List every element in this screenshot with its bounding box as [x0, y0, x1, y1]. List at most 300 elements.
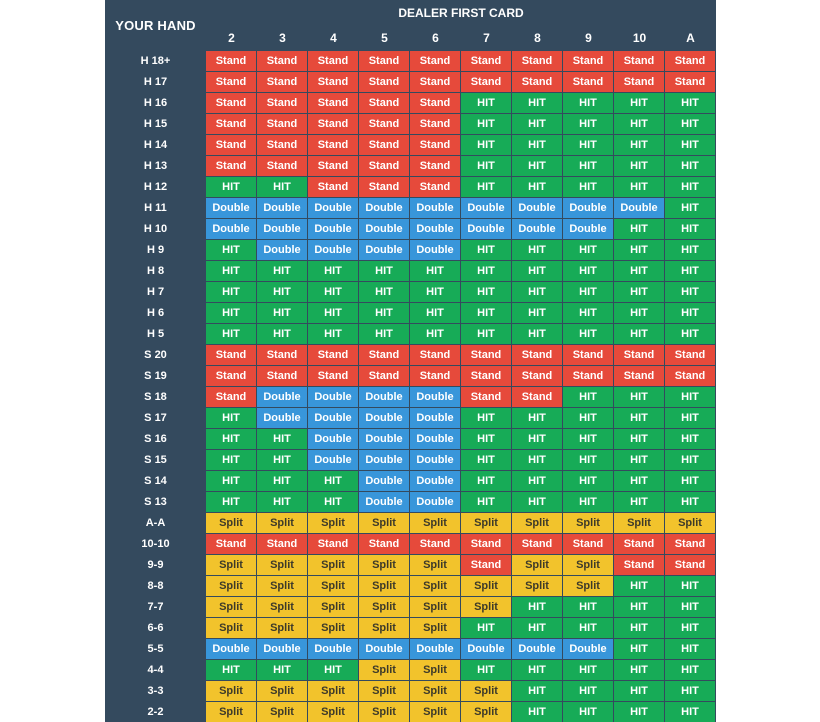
dealer-card-header-row: [206, 28, 716, 48]
action-cell: Split: [563, 513, 613, 533]
action-cell: HIT: [206, 450, 256, 470]
action-cell: Stand: [257, 345, 307, 365]
action-cell: HIT: [665, 702, 715, 722]
action-cell: Stand: [359, 345, 409, 365]
action-cell: HIT: [359, 282, 409, 302]
action-cell: Split: [461, 681, 511, 701]
action-cell: Split: [410, 576, 460, 596]
action-cell: HIT: [461, 471, 511, 491]
action-cell: Double: [563, 219, 613, 239]
action-cell: HIT: [512, 429, 562, 449]
action-cell: Stand: [665, 72, 715, 92]
action-cell: HIT: [461, 282, 511, 302]
action-cell: HIT: [563, 156, 613, 176]
action-cell: Split: [461, 576, 511, 596]
action-cell: Split: [410, 618, 460, 638]
action-cell: Double: [410, 240, 460, 260]
action-cell: HIT: [410, 303, 460, 323]
action-cell: HIT: [665, 681, 715, 701]
action-cell: HIT: [308, 303, 358, 323]
hand-label: H 16: [143, 97, 168, 109]
action-cell: HIT: [665, 660, 715, 680]
action-cell: Double: [359, 387, 409, 407]
action-cell: Split: [359, 702, 409, 722]
action-cell: HIT: [563, 240, 613, 260]
action-cell: Stand: [410, 51, 460, 71]
action-cell: Stand: [410, 534, 460, 554]
action-cell: Double: [257, 198, 307, 218]
dealer-card-5: 5: [381, 31, 388, 45]
table-row: [105, 135, 716, 156]
table-row: [105, 450, 716, 471]
hand-label: H 11: [144, 202, 167, 214]
action-cell: Stand: [206, 387, 256, 407]
action-cell: Double: [512, 219, 562, 239]
action-cell: HIT: [665, 240, 715, 260]
action-cell: HIT: [206, 240, 256, 260]
table-row: [105, 261, 716, 282]
hand-label: S 19: [144, 370, 167, 382]
action-cell: HIT: [206, 303, 256, 323]
action-cell: Split: [257, 576, 307, 596]
action-cell: HIT: [563, 429, 613, 449]
action-cell: Double: [257, 219, 307, 239]
action-cell: Stand: [308, 345, 358, 365]
action-cell: Split: [665, 513, 715, 533]
action-cell: Double: [308, 639, 358, 659]
action-cell: Stand: [410, 345, 460, 365]
action-cell: HIT: [665, 261, 715, 281]
action-cell: HIT: [665, 156, 715, 176]
action-cell: Split: [461, 702, 511, 722]
action-cell: HIT: [563, 681, 613, 701]
action-cell: HIT: [206, 408, 256, 428]
action-cell: Double: [410, 639, 460, 659]
action-cell: HIT: [512, 702, 562, 722]
action-cell: HIT: [563, 303, 613, 323]
hand-label: H 5: [146, 328, 165, 340]
action-cell: HIT: [614, 681, 664, 701]
action-cell: Stand: [665, 345, 715, 365]
action-cell: HIT: [308, 282, 358, 302]
action-cell: Double: [257, 639, 307, 659]
hand-label: H 14: [143, 139, 168, 151]
action-cell: HIT: [206, 324, 256, 344]
action-cell: Double: [512, 198, 562, 218]
action-cell: HIT: [614, 282, 664, 302]
action-cell: Stand: [410, 114, 460, 134]
action-cell: HIT: [614, 471, 664, 491]
action-cell: Split: [410, 597, 460, 617]
action-cell: Double: [359, 240, 409, 260]
table-row: [105, 513, 716, 534]
action-cell: HIT: [665, 93, 715, 113]
action-cell: HIT: [614, 597, 664, 617]
action-cell: Stand: [257, 72, 307, 92]
action-cell: Stand: [563, 534, 613, 554]
action-cell: Double: [614, 198, 664, 218]
action-cell: Stand: [410, 93, 460, 113]
hand-label: S 13: [144, 496, 167, 508]
action-cell: HIT: [257, 450, 307, 470]
action-cell: Split: [359, 660, 409, 680]
action-cell: Stand: [512, 366, 562, 386]
action-cell: Stand: [614, 534, 664, 554]
action-cell: Stand: [614, 366, 664, 386]
action-cell: HIT: [512, 471, 562, 491]
hand-label: H 15: [143, 118, 168, 130]
table-row: [105, 282, 716, 303]
action-cell: Split: [359, 618, 409, 638]
action-cell: Double: [563, 198, 613, 218]
action-cell: Stand: [308, 72, 358, 92]
action-cell: Stand: [359, 51, 409, 71]
table-row: [105, 240, 716, 261]
action-cell: HIT: [563, 282, 613, 302]
action-cell: HIT: [563, 387, 613, 407]
hand-label: S 15: [144, 454, 167, 466]
action-cell: Stand: [359, 114, 409, 134]
table-row: [105, 324, 716, 345]
action-cell: HIT: [665, 198, 715, 218]
action-cell: Split: [410, 660, 460, 680]
action-cell: HIT: [665, 450, 715, 470]
hand-label: 6-6: [147, 622, 164, 634]
action-cell: Double: [512, 639, 562, 659]
dealer-card-9: 9: [585, 31, 592, 45]
table-row: [105, 387, 716, 408]
action-cell: Stand: [461, 51, 511, 71]
action-cell: HIT: [257, 324, 307, 344]
action-cell: HIT: [614, 702, 664, 722]
action-cell: HIT: [308, 660, 358, 680]
table-row: [105, 702, 716, 722]
action-cell: Double: [206, 219, 256, 239]
action-cell: Stand: [665, 51, 715, 71]
action-cell: Stand: [410, 135, 460, 155]
action-cell: Stand: [206, 156, 256, 176]
action-cell: Stand: [206, 114, 256, 134]
hand-label: H 7: [146, 286, 165, 298]
table-row: [105, 51, 716, 72]
action-cell: Stand: [308, 366, 358, 386]
table-row: [105, 681, 716, 702]
action-cell: HIT: [665, 597, 715, 617]
action-cell: Split: [257, 513, 307, 533]
table-row: [105, 177, 716, 198]
action-cell: HIT: [257, 471, 307, 491]
action-cell: Double: [461, 219, 511, 239]
action-cell: Double: [359, 492, 409, 512]
action-cell: Stand: [563, 345, 613, 365]
action-cell: HIT: [308, 261, 358, 281]
action-cell: HIT: [257, 660, 307, 680]
action-cell: Stand: [206, 135, 256, 155]
action-cell: HIT: [206, 429, 256, 449]
hand-label: 4-4: [147, 664, 164, 676]
action-cell: HIT: [665, 219, 715, 239]
action-cell: HIT: [308, 492, 358, 512]
hand-label: A-A: [145, 517, 166, 529]
action-cell: Double: [308, 240, 358, 260]
action-cell: Split: [410, 681, 460, 701]
action-cell: Stand: [512, 51, 562, 71]
hand-label: H 6: [146, 307, 165, 319]
action-cell: HIT: [257, 282, 307, 302]
action-cell: HIT: [257, 429, 307, 449]
hand-label: H 8: [146, 265, 165, 277]
action-cell: HIT: [563, 660, 613, 680]
action-cell: Stand: [461, 345, 511, 365]
hand-label: S 18: [144, 391, 167, 403]
action-cell: HIT: [614, 156, 664, 176]
action-cell: HIT: [512, 282, 562, 302]
action-cell: Split: [257, 702, 307, 722]
action-cell: HIT: [512, 408, 562, 428]
action-cell: Split: [410, 513, 460, 533]
action-cell: HIT: [614, 135, 664, 155]
action-cell: HIT: [461, 660, 511, 680]
action-cell: Stand: [206, 345, 256, 365]
action-cell: Stand: [614, 555, 664, 575]
hand-label: 5-5: [147, 643, 164, 655]
action-cell: Double: [359, 408, 409, 428]
strategy-chart: [105, 0, 716, 722]
dealer-card-7: 7: [483, 31, 490, 45]
action-cell: HIT: [614, 660, 664, 680]
action-cell: HIT: [461, 156, 511, 176]
action-cell: HIT: [614, 576, 664, 596]
action-cell: Stand: [512, 345, 562, 365]
action-cell: HIT: [461, 240, 511, 260]
hand-label: H 17: [143, 76, 168, 88]
hand-label: S 17: [144, 412, 167, 424]
action-cell: HIT: [563, 450, 613, 470]
action-cell: HIT: [461, 303, 511, 323]
table-row: [105, 660, 716, 681]
action-cell: Stand: [359, 534, 409, 554]
action-cell: Split: [308, 513, 358, 533]
table-row: [105, 345, 716, 366]
hand-label: H 10: [143, 223, 168, 235]
action-cell: Split: [563, 576, 613, 596]
table-row: [105, 429, 716, 450]
action-cell: HIT: [665, 387, 715, 407]
table-row: [105, 639, 716, 660]
action-cell: Stand: [359, 366, 409, 386]
action-cell: Split: [206, 597, 256, 617]
action-cell: Double: [410, 387, 460, 407]
action-cell: Stand: [614, 72, 664, 92]
action-cell: HIT: [512, 597, 562, 617]
action-cell: Double: [410, 429, 460, 449]
action-cell: HIT: [563, 702, 613, 722]
action-cell: HIT: [614, 114, 664, 134]
action-cell: HIT: [461, 261, 511, 281]
action-cell: Double: [359, 429, 409, 449]
action-cell: HIT: [614, 408, 664, 428]
action-cell: Stand: [512, 72, 562, 92]
action-cell: Stand: [614, 51, 664, 71]
action-cell: Stand: [665, 366, 715, 386]
action-cell: HIT: [308, 471, 358, 491]
action-cell: Double: [359, 198, 409, 218]
action-cell: HIT: [563, 408, 613, 428]
table-row: [105, 597, 716, 618]
action-cell: Split: [512, 513, 562, 533]
action-cell: Stand: [257, 51, 307, 71]
hand-label: 2-2: [147, 706, 164, 718]
action-cell: Split: [257, 597, 307, 617]
action-cell: Stand: [461, 72, 511, 92]
action-cell: Stand: [563, 366, 613, 386]
dealer-card-6: 6: [432, 31, 439, 45]
action-cell: Stand: [359, 156, 409, 176]
hand-label: H 13: [143, 160, 168, 172]
action-cell: HIT: [512, 156, 562, 176]
action-cell: Double: [206, 198, 256, 218]
action-cell: Stand: [410, 366, 460, 386]
action-cell: Double: [461, 198, 511, 218]
dealer-card-2: 2: [228, 31, 235, 45]
action-cell: HIT: [257, 492, 307, 512]
action-cell: Split: [206, 555, 256, 575]
action-cell: HIT: [665, 576, 715, 596]
action-cell: Split: [512, 576, 562, 596]
table-row: [105, 156, 716, 177]
action-cell: HIT: [512, 93, 562, 113]
action-cell: HIT: [410, 282, 460, 302]
your-hand-heading: YOUR HAND: [115, 18, 196, 33]
action-cell: HIT: [665, 471, 715, 491]
action-cell: HIT: [563, 597, 613, 617]
action-cell: HIT: [665, 324, 715, 344]
action-cell: HIT: [461, 429, 511, 449]
action-cell: Double: [359, 471, 409, 491]
dealer-card-a: A: [686, 31, 695, 45]
action-cell: Double: [359, 639, 409, 659]
action-cell: Stand: [461, 387, 511, 407]
action-cell: Stand: [359, 93, 409, 113]
action-cell: Split: [206, 513, 256, 533]
action-cell: HIT: [461, 450, 511, 470]
hand-label: H 12: [143, 181, 168, 193]
action-cell: HIT: [461, 177, 511, 197]
action-cell: Double: [410, 450, 460, 470]
action-cell: HIT: [512, 660, 562, 680]
action-cell: Double: [257, 387, 307, 407]
action-cell: Stand: [461, 366, 511, 386]
hand-label: 8-8: [147, 580, 164, 592]
action-cell: Split: [206, 702, 256, 722]
action-cell: HIT: [614, 639, 664, 659]
action-cell: Stand: [308, 156, 358, 176]
action-cell: HIT: [461, 114, 511, 134]
action-cell: Double: [257, 408, 307, 428]
action-cell: Stand: [461, 534, 511, 554]
action-cell: HIT: [512, 114, 562, 134]
action-cell: Split: [308, 681, 358, 701]
action-cell: HIT: [359, 261, 409, 281]
action-cell: HIT: [461, 492, 511, 512]
action-cell: HIT: [206, 660, 256, 680]
action-cell: HIT: [308, 324, 358, 344]
action-cell: HIT: [614, 429, 664, 449]
action-cell: HIT: [614, 261, 664, 281]
action-cell: Split: [308, 576, 358, 596]
action-cell: HIT: [563, 177, 613, 197]
table-row: [105, 303, 716, 324]
action-cell: HIT: [614, 93, 664, 113]
action-cell: HIT: [257, 303, 307, 323]
action-cell: Double: [308, 450, 358, 470]
action-cell: Split: [308, 555, 358, 575]
action-cell: Double: [359, 219, 409, 239]
action-cell: HIT: [206, 282, 256, 302]
table-row: [105, 408, 716, 429]
action-cell: HIT: [614, 492, 664, 512]
action-cell: HIT: [512, 261, 562, 281]
action-cell: Stand: [308, 177, 358, 197]
action-cell: HIT: [563, 114, 613, 134]
action-cell: HIT: [563, 471, 613, 491]
hand-label: H 18+: [140, 55, 171, 67]
action-cell: Split: [359, 555, 409, 575]
action-cell: Stand: [410, 156, 460, 176]
action-cell: Split: [359, 681, 409, 701]
action-cell: Stand: [359, 135, 409, 155]
dealer-card-8: 8: [534, 31, 541, 45]
action-cell: HIT: [257, 261, 307, 281]
action-cell: HIT: [665, 114, 715, 134]
hand-label: S 14: [144, 475, 167, 487]
strategy-rows: [105, 51, 716, 722]
action-cell: Stand: [257, 114, 307, 134]
table-row: [105, 555, 716, 576]
action-cell: HIT: [614, 450, 664, 470]
action-cell: Stand: [512, 387, 562, 407]
action-cell: HIT: [206, 177, 256, 197]
action-cell: Stand: [410, 72, 460, 92]
action-cell: HIT: [614, 387, 664, 407]
action-cell: Stand: [257, 135, 307, 155]
action-cell: Double: [410, 198, 460, 218]
action-cell: Stand: [461, 555, 511, 575]
action-cell: HIT: [461, 324, 511, 344]
hand-label: 3-3: [147, 685, 164, 697]
table-row: [105, 366, 716, 387]
action-cell: Double: [308, 198, 358, 218]
action-cell: Split: [563, 555, 613, 575]
action-cell: Split: [206, 681, 256, 701]
hand-label: 7-7: [147, 601, 164, 613]
action-cell: Double: [308, 219, 358, 239]
action-cell: HIT: [512, 450, 562, 470]
dealer-card-4: 4: [330, 31, 337, 45]
action-cell: Double: [410, 492, 460, 512]
action-cell: Double: [563, 639, 613, 659]
table-row: [105, 534, 716, 555]
table-row: [105, 93, 716, 114]
action-cell: Split: [308, 597, 358, 617]
action-cell: Split: [614, 513, 664, 533]
action-cell: HIT: [359, 324, 409, 344]
action-cell: HIT: [665, 492, 715, 512]
action-cell: HIT: [512, 618, 562, 638]
action-cell: HIT: [512, 303, 562, 323]
action-cell: HIT: [563, 324, 613, 344]
hand-label: 10-10: [141, 538, 170, 550]
